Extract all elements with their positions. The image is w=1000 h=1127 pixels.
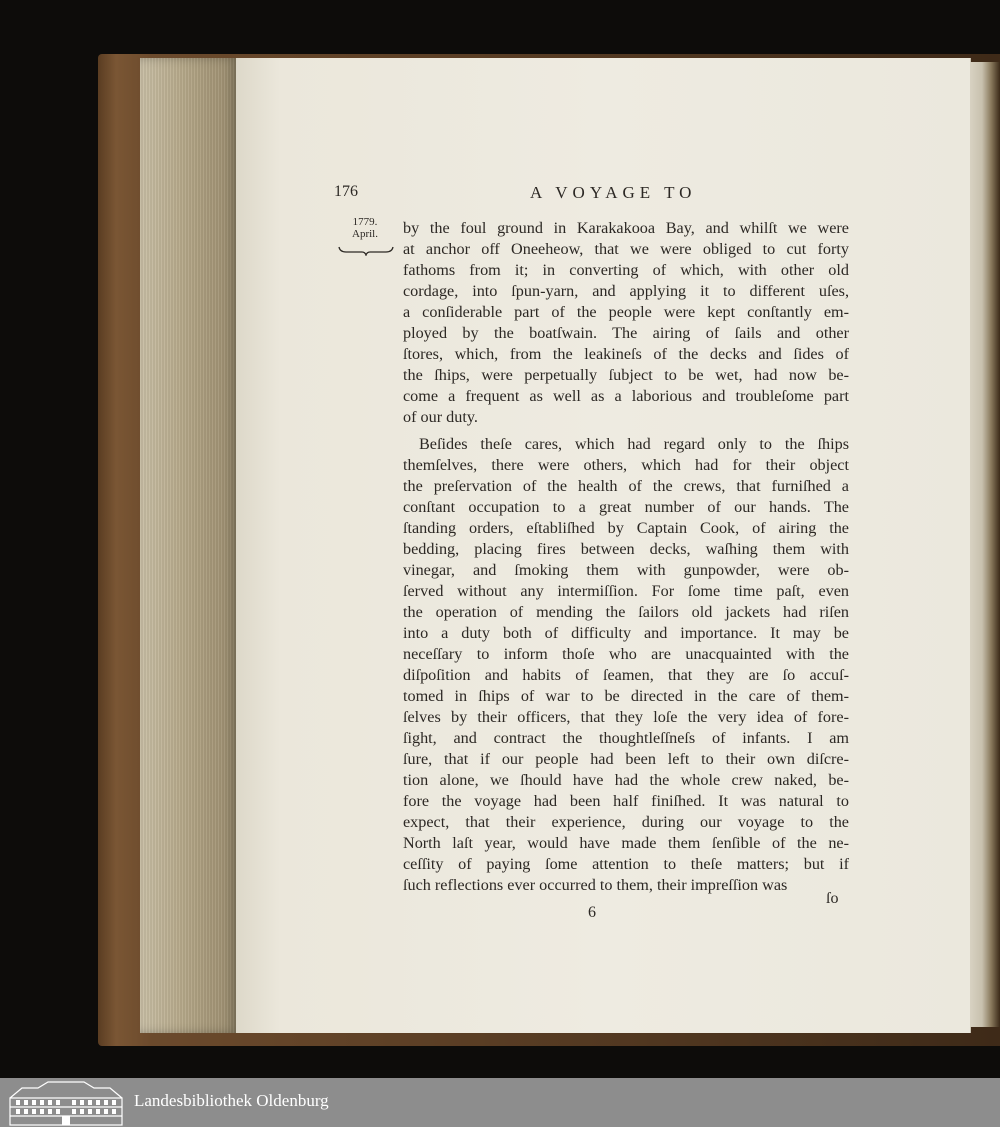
text-line: tion alone, we ſhould have had the whole crew naked, be- [403, 771, 849, 789]
text-line: ſelves by their officers, that they loſe the very idea of fore- [403, 708, 849, 726]
text-line: ſure, that if our people had been left to their own diſcre- [403, 750, 849, 768]
library-name[interactable]: Landesbibliothek Oldenburg [134, 1091, 329, 1110]
page-number: 176 [334, 183, 358, 200]
paragraph-1 [403, 218, 849, 428]
text-line: ſight, and contract the thoughtleſſneſs of infants. I am [403, 729, 849, 747]
running-head [334, 183, 834, 207]
text-line: themſelves, there were others, which had for their object [403, 456, 849, 474]
signature-mark: 6 [588, 904, 596, 921]
text-line: bedding, placing fires between decks, waſhing them with [403, 540, 849, 558]
text-line: of our duty. [403, 408, 478, 426]
running-title: A VOYAGE TO [530, 183, 697, 202]
text-line: a conſiderable part of the people were kept conſtantly em- [403, 303, 849, 321]
text-line: come a frequent as well as a laborious and troubleſome part [403, 387, 849, 405]
text-line: expect, that their experience, during our voyage to the [403, 813, 849, 831]
text-line: conſtant occupation to a great number of our hands. The [403, 498, 849, 516]
margin-note-month: April. [352, 228, 378, 240]
text-line: ſtores, which, from the leakineſs of the decks and ſides of [403, 345, 849, 363]
text-line: fathoms from it; in converting of which, with other old [403, 261, 849, 279]
text-line: the operation of mending the ſailors old jackets had riſen [403, 603, 849, 621]
facing-page-edge [970, 62, 1000, 1027]
text-line: ſuch reflections ever occurred to them, their impreſſion was [403, 876, 788, 894]
catchword: ſo [826, 890, 839, 907]
text-line: the preſervation of the health of the crews, that furniſhed a [403, 477, 849, 495]
library-building-icon[interactable] [8, 1080, 124, 1126]
text-line: ſerved without any intermiſſion. For ſome time paſt, even [403, 582, 849, 600]
margin-note-year: 1779. [352, 216, 378, 228]
text-line: at anchor off Oneeheow, that we were obliged to cut forty [403, 240, 849, 258]
footer-bar [0, 1078, 1000, 1127]
text-line: ployed by the boatſwain. The airing of ſails and other [403, 324, 849, 342]
text-line: neceſſary to inform thoſe who are unacquainted with the [403, 645, 849, 663]
margin-brace-icon [338, 246, 394, 256]
paragraph-2 [403, 434, 849, 896]
text-line: Beſides theſe cares, which had regard only to the ſhips [419, 435, 849, 453]
text-line: ceſſity of paying ſome attention to theſe matters; but if [403, 855, 849, 873]
text-line: fore the voyage had been half finiſhed. It was natural to [403, 792, 849, 810]
text-line: the ſhips, were perpetually ſubject to be wet, had now be- [403, 366, 849, 384]
body-text [403, 218, 849, 896]
text-line: by the foul ground in Karakakooa Bay, and whilſt we were [403, 219, 849, 237]
text-line: diſpoſition and habits of ſeamen, that they are ſo accuſ- [403, 666, 849, 684]
text-line: tomed in ſhips of war to be directed in the care of them- [403, 687, 849, 705]
text-line: cordage, into ſpun-yarn, and applying it to different uſes, [403, 282, 849, 300]
margin-note [340, 216, 390, 240]
text-line: vinegar, and ſmoking them with gunpowder, were ob- [403, 561, 849, 579]
text-line: North laſt year, would have made them ſenſible of the ne- [403, 834, 849, 852]
text-line: ſtanding orders, eſtabliſhed by Captain Cook, of airing the [403, 519, 849, 537]
text-line: into a duty both of difficulty and importance. It may be [403, 624, 849, 642]
page-stack-edges [140, 58, 238, 1033]
